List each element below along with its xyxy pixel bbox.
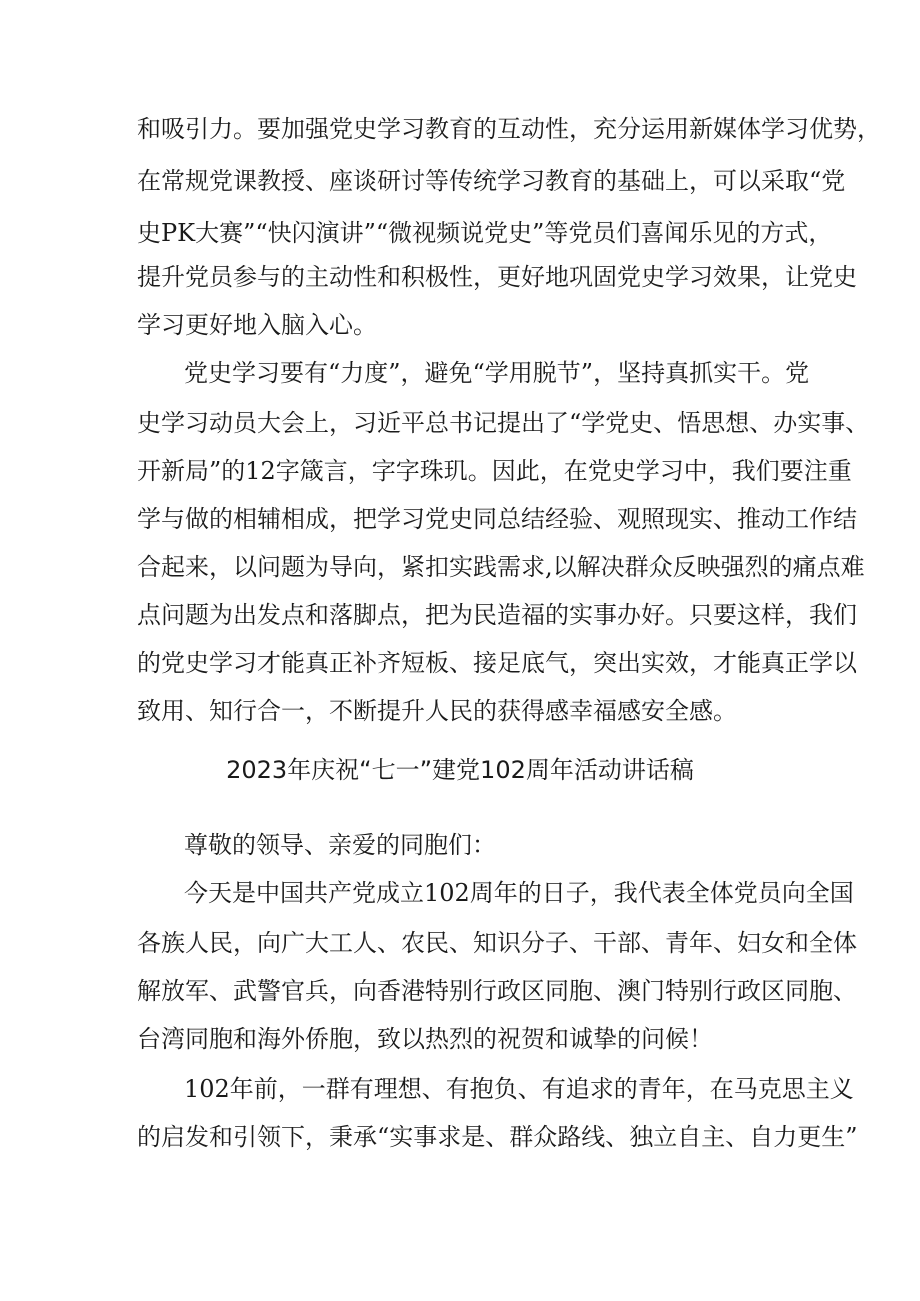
text-line: 提升党员参与的主动性和积极性，更好地巩固党史学习效果，让党史 bbox=[137, 263, 857, 291]
text-line: 史PK大赛”“快闪演讲”“微视频说党史”等党员们喜闻乐见的方式， bbox=[137, 219, 833, 247]
text-line: 在常规党课教授、座谈研讨等传统学习教育的基础上，可以采取“党 bbox=[137, 167, 846, 195]
text-line: 开新局”的12字箴言，字字珠玑。因此，在党史学习中，我们要注重 bbox=[137, 457, 852, 485]
text-line: 合起来，以问题为导向，紧扣实践需求,以解决群众反映强烈的痛点难 bbox=[137, 553, 865, 581]
salutation: 尊敬的领导、亲爱的同胞们： bbox=[184, 831, 496, 859]
text-line: 的党史学习才能真正补齐短板、接足底气，突出实效，才能真正学以 bbox=[137, 649, 857, 677]
text-line: 解放军、武警官兵，向香港特别行政区同胞、澳门特别行政区同胞、 bbox=[137, 977, 857, 1005]
text-line: 致用、知行合一，不断提升人民的获得感幸福感安全感。 bbox=[137, 697, 737, 725]
text-line: 今天是中国共产党成立102周年的日子，我代表全体党员向全国 bbox=[184, 879, 854, 907]
text-line: 党史学习要有“力度”，避免“学用脱节”，坚持真抓实干。党 bbox=[184, 359, 810, 387]
text-line: 台湾同胞和海外侨胞，致以热烈的祝贺和诚挚的问候！ bbox=[137, 1025, 713, 1053]
text-line: 点问题为出发点和落脚点，把为民造福的实事办好。只要这样，我们 bbox=[137, 601, 857, 629]
text-line: 102年前，一群有理想、有抱负、有追求的青年，在马克思主义 bbox=[184, 1075, 854, 1103]
text-line: 各族人民，向广大工人、农民、知识分子、干部、青年、妇女和全体 bbox=[137, 929, 857, 957]
text-line: 和吸引力。要加强党史学习教育的互动性，充分运用新媒体学习优势， bbox=[137, 115, 881, 143]
text-line: 学习更好地入脑入心。 bbox=[137, 311, 377, 339]
text-line: 学与做的相辅相成，把学习党史同总结经验、观照现实、推动工作结 bbox=[137, 505, 857, 533]
text-line: 的启发和引领下，秉承“实事求是、群众路线、独立自主、自力更生” bbox=[137, 1123, 858, 1151]
speech-title: 2023年庆祝“七一”建党102周年活动讲话稿 bbox=[226, 756, 694, 784]
text-line: 史学习动员大会上，习近平总书记提出了“学党史、悟思想、办实事、 bbox=[137, 409, 870, 437]
